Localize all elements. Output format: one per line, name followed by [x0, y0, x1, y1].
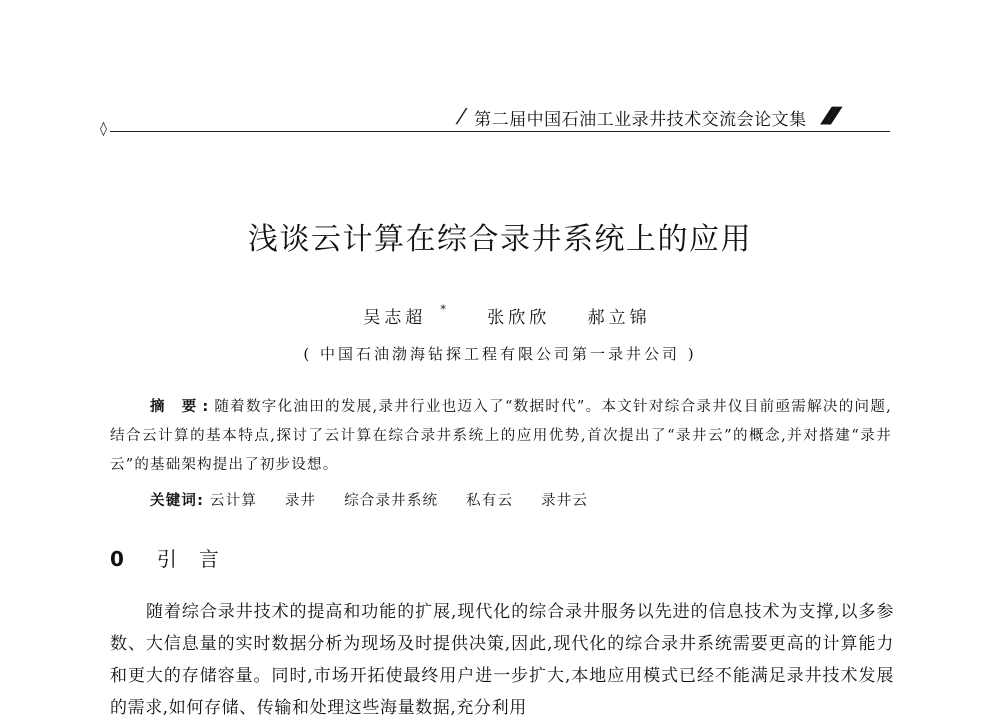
keywords-label: 关键词: [150, 493, 205, 509]
header-ornament-left-icon: ◊ [100, 121, 107, 137]
keyword: 综合录井系统 [344, 493, 439, 509]
abstract-text: 随着数字化油田的发展,录井行业也迈入了“数据时代”。本文针对综合录井仪目前亟需解决的问题,结合云计算的基本特点,探讨了云计算在综合录井系统上的应用优势,首次提出了“录井云”的概念,并对搭建“录井云”的基础架构提出了初步设想。 [110, 399, 892, 473]
header-rule [110, 131, 890, 132]
paragraph: 随着综合录井技术的提高和功能的扩展,现代化的综合录井服务以先进的信息技术为支撑,以多参数、大信息量的实时数据分析为现场及时提供决策,因此,现代化的综合录井系统需要更高的计算能力和更大的存储容量。同时,市场开拓使最终用户进一步扩大,本地应用模式已经不能满足录井技术发展的需求,如何存储、传输和处理这些海量数据,充分利用 [110, 602, 894, 718]
abstract [110, 393, 892, 480]
affiliation: ( 中国石油渤海钻探工程有限公司第一录井公司 ) [303, 345, 697, 363]
author-list [0, 303, 1000, 328]
section-number: 0 [110, 547, 126, 571]
abstract-label: 摘 要: [150, 399, 215, 415]
section-title: 引言 [156, 547, 241, 571]
paper-title: 浅谈云计算在综合录井系统上的应用 [248, 222, 752, 257]
keyword: 云计算 [209, 493, 258, 509]
corresponding-mark: * [440, 303, 450, 316]
header-slash-icon: / [455, 104, 467, 129]
author: 张欣欣 [487, 308, 551, 328]
header-tag [455, 103, 838, 131]
running-title: 第二届中国石油工业录井技术交流会论文集 [474, 109, 807, 129]
header-ornament-right-icon: //// [819, 103, 838, 130]
author: 郝立锦 [587, 308, 651, 328]
keyword: 录井 [284, 493, 317, 509]
keyword: 录井云 [541, 493, 589, 509]
keywords [150, 489, 610, 510]
author: 吴志超 * [363, 303, 450, 328]
section-heading [110, 543, 241, 572]
keyword: 私有云 [466, 493, 514, 509]
